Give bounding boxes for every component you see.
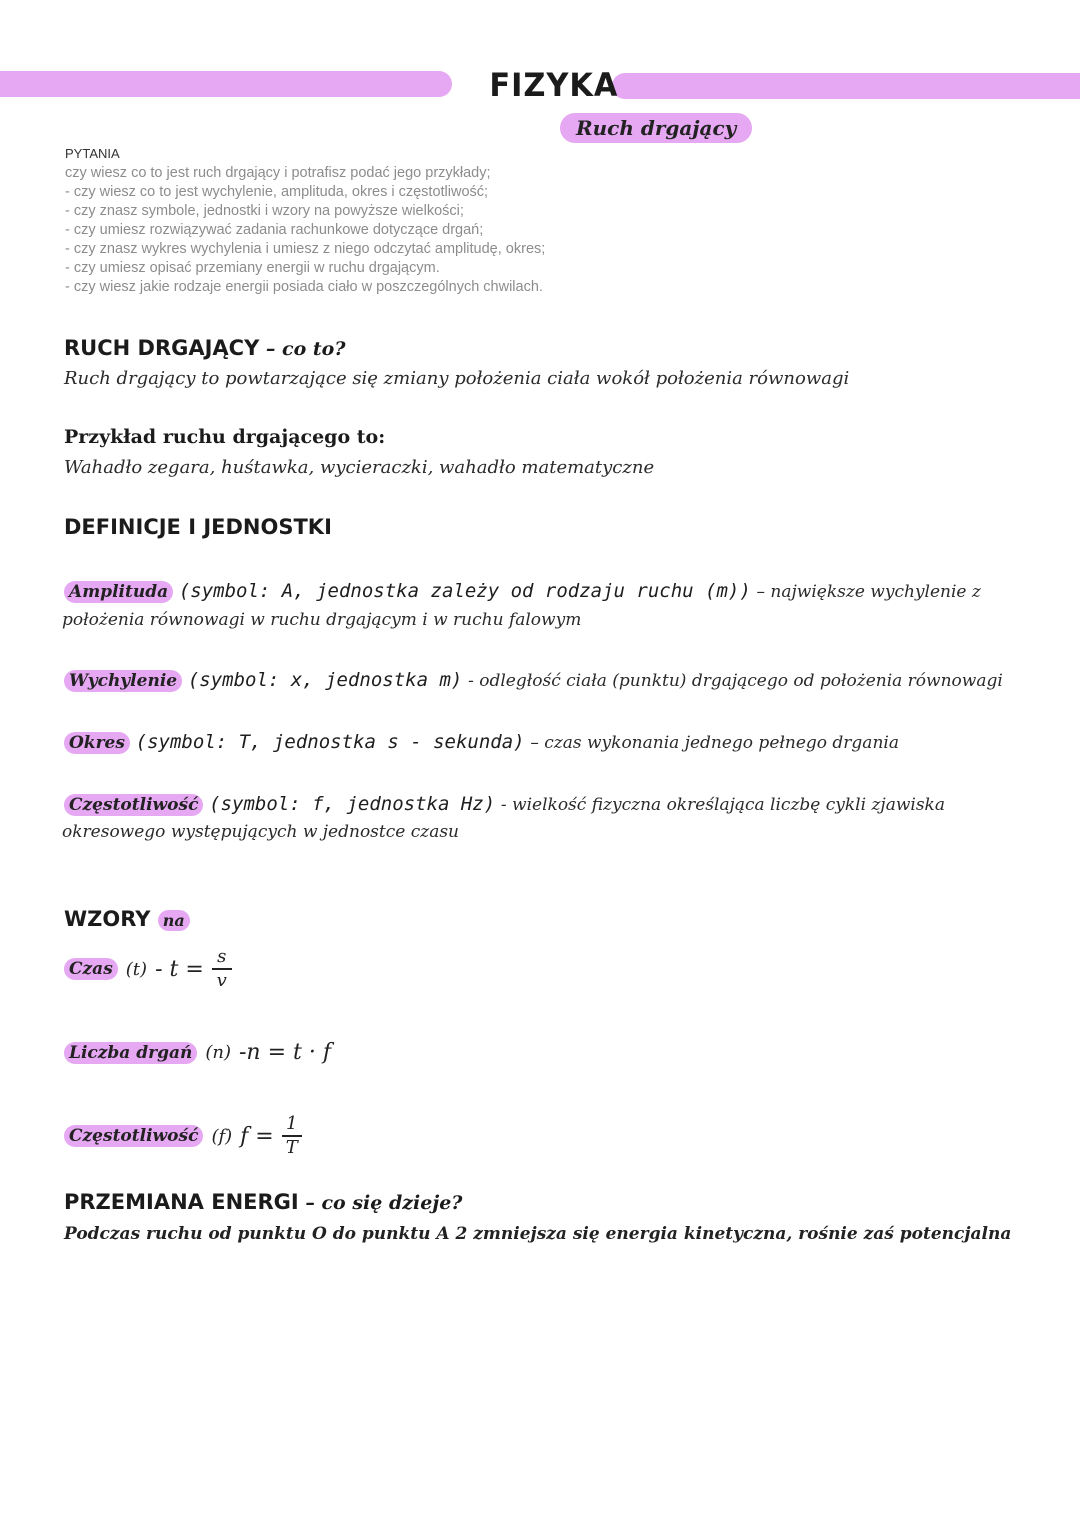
formula-variable: (t) [125, 958, 148, 980]
fraction-numerator: 1 [286, 1113, 298, 1134]
formula-expression: -n = t · f [238, 1040, 331, 1065]
term-highlight: Amplituda [64, 581, 173, 603]
term-description-continued: okresowego występujących w jednostce czasu [62, 822, 460, 842]
energy-heading-text: PRZEMIANA ENERGI [64, 1190, 299, 1214]
motion-definition: Ruch drgający to powtarzające się zmiany położenia ciała wokół położenia równowagi [64, 368, 850, 389]
formula-oscillations [64, 1040, 331, 1065]
question-item: - czy wiesz co to jest wychylenie, amplituda, okres i częstotliwość; [65, 184, 489, 200]
page-title: FIZYKA [489, 66, 619, 104]
term-description: - wielkość fizyczna określająca liczbę cykli zjawiska [500, 795, 945, 815]
question-item: - czy umiesz opisać przemiany energii w ruchu drgającym. [65, 260, 440, 276]
definition-displacement [64, 669, 1003, 691]
formula-expression: - t = [155, 956, 204, 982]
term-highlight: Częstotliwość [64, 794, 203, 816]
term-description: - odległość ciała (punktu) drgającego od położenia równowagi [468, 671, 1003, 691]
term-symbol: (symbol: f, jednostka Hz) [209, 793, 496, 815]
formula-fraction [212, 948, 232, 990]
term-highlight: Okres [64, 732, 130, 754]
energy-heading [64, 1190, 462, 1214]
question-item: czy wiesz co to jest ruch drgający i potrafisz podać jego przykłady; [65, 165, 491, 181]
questions-heading: PYTANIA [65, 146, 120, 161]
term-symbol: (symbol: T, jednostka s - sekunda) [135, 731, 525, 753]
question-item: - czy umiesz rozwiązywać zadania rachunkowe dotyczące drgań; [65, 222, 484, 238]
term-symbol: (symbol: x, jednostka m) [187, 669, 463, 691]
section-heading-text: RUCH DRGAJĄCY [64, 336, 260, 360]
definition-frequency [64, 793, 945, 815]
fraction-numerator: s [217, 946, 227, 967]
term-description-continued: położenia równowagi w ruchu drgającym i w ruchu falowym [62, 610, 582, 630]
formula-label: Częstotliwość [64, 1125, 203, 1147]
formula-frequency [64, 1115, 302, 1157]
term-description: – czas wykonania jednego pełnego drgania [530, 733, 899, 753]
formula-variable: (n) [205, 1042, 231, 1063]
energy-text: Podczas ruchu od punktu O do punktu A 2 zmniejsza się energia kinetyczna, rośnie zaś potencjalna [64, 1224, 1012, 1244]
formula-label: Czas [64, 958, 118, 980]
question-item: - czy znasz wykres wychylenia i umiesz z niego odczytać amplitudę, okres; [65, 241, 546, 257]
fraction-denominator: T [285, 1137, 298, 1158]
term-description: – największe wychylenie z [756, 582, 981, 602]
question-item: - czy wiesz jakie rodzaje energii posiada ciało w poszczególnych chwilach. [65, 279, 543, 295]
formulas-heading-tail: na [158, 910, 190, 931]
definitions-heading: DEFINICJE I JEDNOSTKI [64, 515, 332, 539]
question-item: - czy znasz symbole, jednostki i wzory na powyższe wielkości; [65, 203, 464, 219]
header-bar-right [612, 73, 1080, 99]
formula-time [64, 948, 232, 990]
term-symbol: (symbol: A, jednostka zależy od rodzaju ruchu (m)) [178, 580, 751, 602]
formulas-heading-text: WZORY [64, 907, 151, 931]
formula-variable: (f) [211, 1125, 233, 1147]
fraction-denominator: v [216, 970, 227, 991]
questions-block [65, 144, 545, 297]
examples-heading: Przykład ruchu drgającego to: [64, 426, 386, 448]
page-subtitle: Ruch drgający [560, 113, 752, 143]
section-heading-motion [64, 336, 345, 360]
formulas-heading [64, 907, 190, 931]
definition-amplitude [64, 580, 981, 602]
formula-label: Liczba drgań [64, 1042, 197, 1064]
energy-heading-tail: – co się dzieje? [298, 1192, 463, 1214]
definition-period [64, 731, 899, 753]
examples-text: Wahadło zegara, huśtawka, wycieraczki, wahadło matematyczne [64, 457, 655, 478]
section-heading-tail: – co to? [259, 338, 346, 360]
header-bar-left [0, 71, 452, 97]
formula-fraction [282, 1115, 302, 1157]
formula-expression: f = [240, 1123, 274, 1149]
term-highlight: Wychylenie [64, 670, 182, 692]
